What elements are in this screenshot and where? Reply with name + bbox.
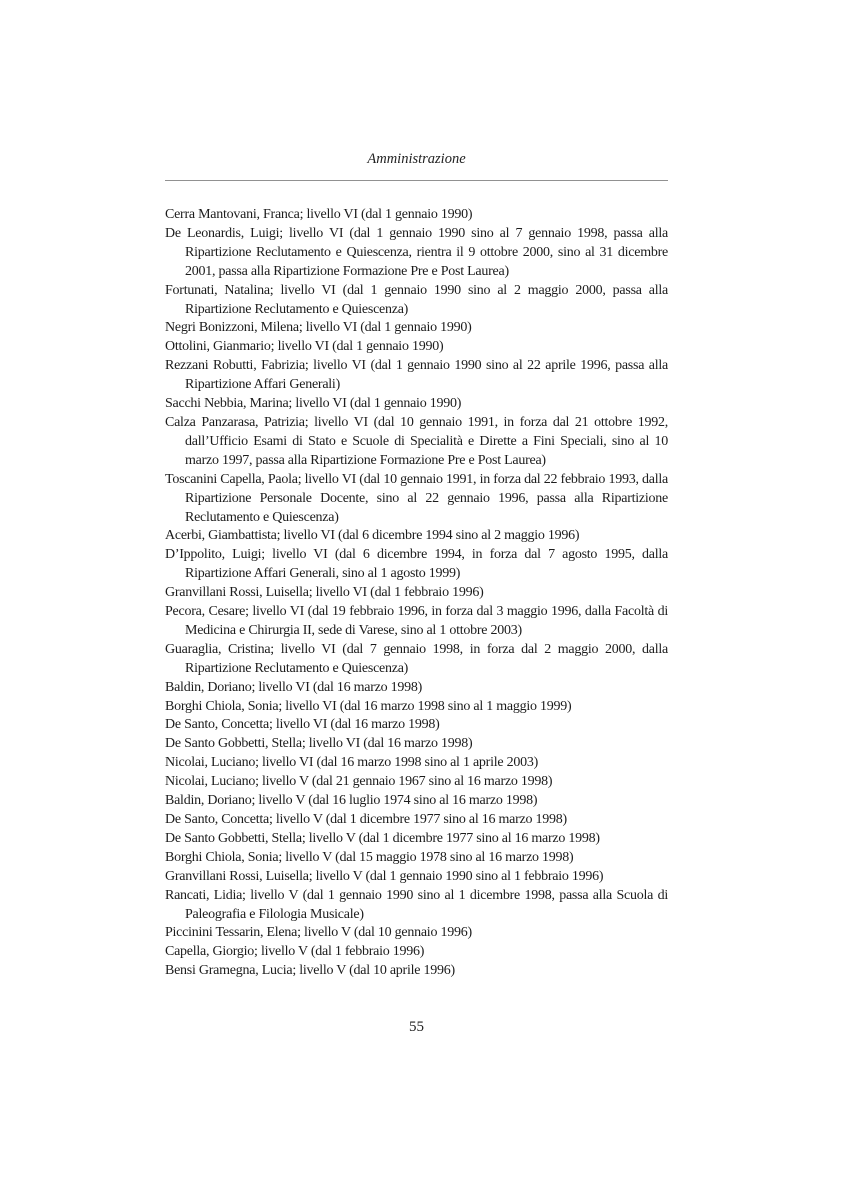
personnel-entry: De Leonardis, Luigi; livello VI (dal 1 gennaio 1990 sino al 7 gennaio 1998, passa alla Ripartizione Reclutamento e Quiescenza, rientra il 9 ottobre 2000, sino al 31 dicembre 2001, passa alla Ripartizione Formazione Pre e Post Laurea) (165, 225, 668, 279)
personnel-entry: Rancati, Lidia; livello V (dal 1 gennaio 1990 sino al 1 dicembre 1998, passa alla Scuola di Paleografia e Filologia Musicale) (165, 887, 668, 922)
personnel-entry: De Santo Gobbetti, Stella; livello V (dal 1 dicembre 1977 sino al 16 marzo 1998) (165, 830, 600, 846)
personnel-entry: Pecora, Cesare; livello VI (dal 19 febbraio 1996, in forza dal 3 maggio 1996, dalla Facoltà di Medicina e Chirurgia II, sede di Varese, sino al 1 ottobre 2003) (165, 604, 668, 638)
personnel-entry: Rezzani Robutti, Fabrizia; livello VI (dal 1 gennaio 1990 sino al 22 aprile 1996, passa alla Ripartizione Affari Generali) (165, 358, 668, 393)
personnel-entry: Fortunati, Natalina; livello VI (dal 1 gennaio 1990 sino al 2 maggio 2000, passa alla Ripartizione Reclutamento e Quiescenza) (165, 282, 668, 317)
header-divider (165, 180, 668, 181)
page-number: 55 (409, 1019, 424, 1035)
personnel-entry: Toscanini Capella, Paola; livello VI (dal 10 gennaio 1991, in forza dal 22 febbraio 1993, dalla Ripartizione Personale Docente, sino al 22 gennaio 1996, passa alla Ripartizione Reclutamento e Quiescenza) (165, 471, 668, 525)
personnel-entry: Guaraglia, Cristina; livello VI (dal 7 gennaio 1998, in forza dal 2 maggio 2000, dalla Ripartizione Reclutamento e Quiescenza) (165, 641, 668, 676)
personnel-entry: Granvillani Rossi, Luisella; livello V (dal 1 gennaio 1990 sino al 1 febbraio 1996) (165, 868, 604, 884)
personnel-entry: De Santo Gobbetti, Stella; livello VI (dal 16 marzo 1998) (165, 736, 473, 752)
personnel-entry: Cerra Mantovani, Franca; livello VI (dal 1 gennaio 1990) (165, 207, 473, 222)
running-header: Amministrazione (367, 151, 466, 167)
personnel-entry: Piccinini Tessarin, Elena; livello V (dal 10 gennaio 1996) (165, 925, 472, 941)
personnel-entry: Sacchi Nebbia, Marina; livello VI (dal 1 gennaio 1990) (165, 396, 462, 412)
personnel-entry: Calza Panzarasa, Patrizia; livello VI (dal 10 gennaio 1991, in forza dal 21 ottobre 1992, dall’Ufficio Esami di Stato e Scuole di Specialità e Dirette a Fini Speciali, sino al 10 marzo 1997, passa alla Ripartizione Formazione Pre e Post Laurea) (165, 414, 668, 468)
personnel-entry: Borghi Chiola, Sonia; livello V (dal 15 maggio 1978 sino al 16 marzo 1998) (165, 849, 574, 865)
personnel-entry: De Santo, Concetta; livello VI (dal 16 marzo 1998) (165, 717, 440, 733)
personnel-entry: Nicolai, Luciano; livello VI (dal 16 marzo 1998 sino al 1 aprile 2003) (165, 755, 538, 771)
personnel-entry: Acerbi, Giambattista; livello VI (dal 6 dicembre 1994 sino al 2 maggio 1996) (165, 528, 580, 544)
personnel-entry: Negri Bonizzoni, Milena; livello VI (dal 1 gennaio 1990) (165, 320, 472, 336)
personnel-entry: Granvillani Rossi, Luisella; livello VI (dal 1 febbraio 1996) (165, 585, 484, 601)
personnel-entry: Baldin, Doriano; livello VI (dal 16 marzo 1998) (165, 679, 423, 695)
personnel-entry: Bensi Gramegna, Lucia; livello V (dal 10 aprile 1996) (165, 963, 455, 979)
personnel-entry: Borghi Chiola, Sonia; livello VI (dal 16 marzo 1998 sino al 1 maggio 1999) (165, 698, 572, 714)
personnel-entry: Capella, Giorgio; livello V (dal 1 febbraio 1996) (165, 944, 425, 960)
personnel-entry: Ottolini, Gianmario; livello VI (dal 1 gennaio 1990) (165, 339, 444, 355)
personnel-entry: De Santo, Concetta; livello V (dal 1 dicembre 1977 sino al 16 marzo 1998) (165, 812, 567, 827)
personnel-entry: D’Ippolito, Luigi; livello VI (dal 6 dicembre 1994, in forza dal 7 agosto 1995, dalla Ripartizione Affari Generali, sino al 1 agosto 1999) (165, 547, 668, 582)
personnel-entry: Baldin, Doriano; livello V (dal 16 luglio 1974 sino al 16 marzo 1998) (165, 793, 538, 809)
personnel-list (165, 206, 668, 981)
personnel-entry: Nicolai, Luciano; livello V (dal 21 gennaio 1967 sino al 16 marzo 1998) (165, 774, 553, 790)
